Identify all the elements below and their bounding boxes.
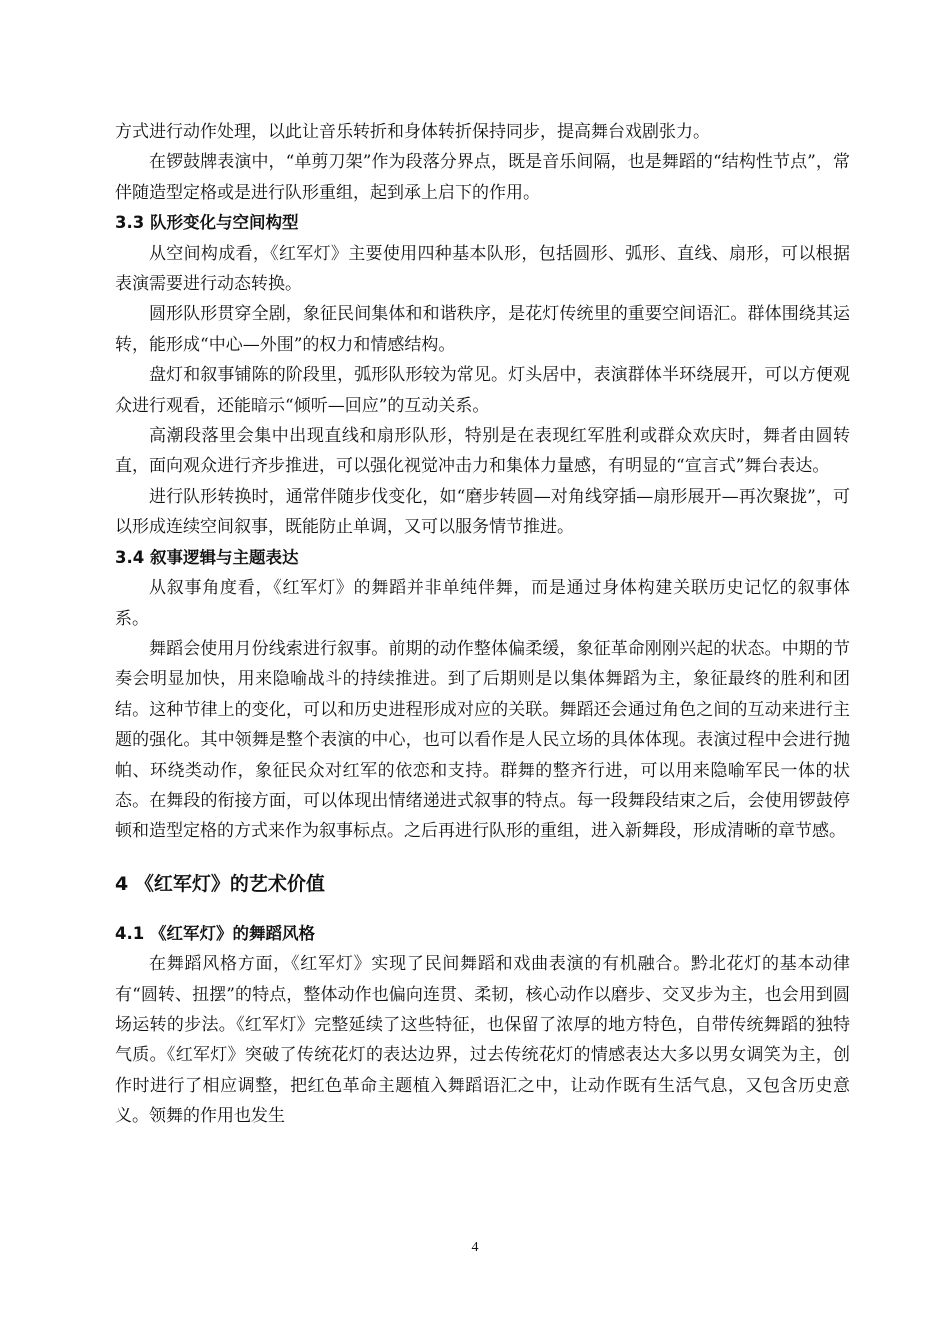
paragraph: 方式进行动作处理，以此让音乐转折和身体转折保持同步，提高舞台戏剧张力。 (115, 122, 710, 142)
section-heading-4-1: 4.1 《红军灯》的舞蹈风格 (115, 923, 315, 943)
paragraph: 高潮段落里会集中出现直线和扇形队形，特别是在表现红军胜利或群众欢庆时，舞者由圆转直，面向观众进行齐步推进，可以强化视觉冲击力和集体力量感，有明显的“宣言式”舞台表达。 (115, 426, 850, 477)
paragraph: 圆形队形贯穿全剧，象征民间集体和和谐秩序，是花灯传统里的重要空间语汇。群体围绕其运转，能形成“中心—外围”的权力和情感结构。 (115, 304, 850, 355)
section-heading-3-3: 3.3 队形变化与空间构型 (115, 213, 299, 233)
paragraph: 舞蹈会使用月份线索进行叙事。前期的动作整体偏柔缓，象征革命刚刚兴起的状态。中期的节奏会明显加快，用来隐喻战斗的持续推进。到了后期则是以集体舞蹈为主，象征最终的胜利和团结。这种节律上的变化，可以和历史进程形成对应的关联。舞蹈还会通过角色之间的互动来进行主题的强化。其中领舞是整个表演的中心，也可以看作是人民立场的具体体现。表演过程中会进行抛帕、环绕类动作，象征民众对红军的依恋和支持。群舞的整齐行进，可以用来隐喻军民一体的状态。在舞段的衔接方面，可以体现出情绪递进式叙事的特点。每一段舞段结束之后，会使用锣鼓停顿和造型定格的方式来作为叙事标点。之后再进行队形的重组，进入新舞段，形成清晰的章节感。 (115, 638, 850, 842)
document-body (115, 117, 850, 1132)
chapter-heading-4: 4 《红军灯》的艺术价值 (115, 872, 325, 895)
section-heading-3-4: 3.4 叙事逻辑与主题表达 (115, 547, 299, 567)
paragraph: 从空间构成看，《红军灯》主要使用四种基本队形，包括圆形、弧形、直线、扇形，可以根据表演需要进行动态转换。 (115, 243, 850, 295)
paragraph: 在锣鼓牌表演中，“单剪刀架”作为段落分界点，既是音乐间隔，也是舞蹈的“结构性节点”，常伴随造型定格或是进行队形重组，起到承上启下的作用。 (115, 152, 850, 203)
page-number: 4 (471, 1240, 479, 1255)
paragraph: 盘灯和叙事铺陈的阶段里，弧形队形较为常见。灯头居中，表演群体半环绕展开，可以方便观众进行观看，还能暗示“倾听—回应”的互动关系。 (115, 365, 850, 416)
paragraph: 在舞蹈风格方面，《红军灯》实现了民间舞蹈和戏曲表演的有机融合。黔北花灯的基本动律有“圆转、扭摆”的特点，整体动作也偏向连贯、柔韧，核心动作以磨步、交叉步为主，也会用到圆场运转的步法。《红军灯》完整延续了这些特征，也保留了浓厚的地方特色，自带传统舞蹈的独特气质。《红军灯》突破了传统花灯的表达边界，过去传统花灯的情感表达大多以男女调笑为主，创作时进行了相应调整，把红色革命主题植入舞蹈语汇之中，让动作既有生活气息，又包含历史意义。领舞的作用也发生 (115, 954, 850, 1127)
paragraph: 从叙事角度看，《红军灯》的舞蹈并非单纯伴舞，而是通过身体构建关联历史记忆的叙事体系。 (115, 578, 850, 629)
paragraph: 进行队形转换时，通常伴随步伐变化，如“磨步转圆—对角线穿插—扇形展开—再次聚拢”，可以形成连续空间叙事，既能防止单调，又可以服务情节推进。 (115, 486, 850, 538)
